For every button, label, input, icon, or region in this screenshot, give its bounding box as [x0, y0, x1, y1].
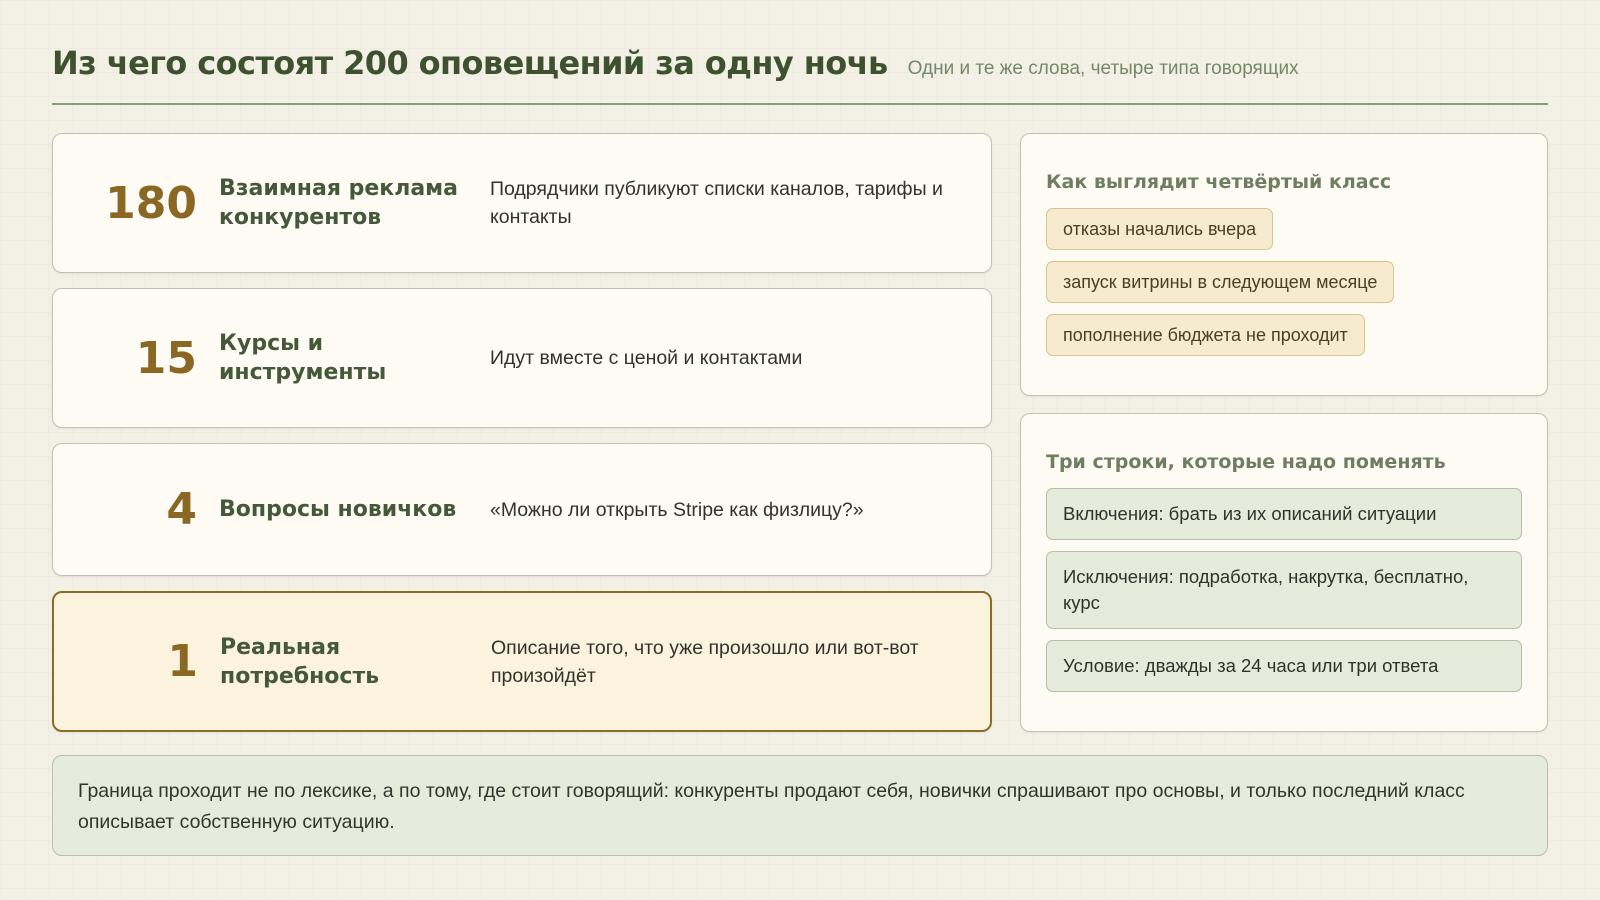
rule-item: Включения: брать из их описаний ситуации — [1046, 488, 1522, 540]
category-card-courses-tools — [52, 288, 992, 428]
category-description: Подрядчики публикуют списки каналов, тарифы и контакты — [490, 178, 943, 228]
example-chip: пополнение бюджета не проходит — [1046, 314, 1365, 356]
category-card-newbie-questions — [52, 443, 992, 576]
category-description: Описание того, что уже произошло или вот-вот произойдёт — [491, 636, 919, 687]
example-chip: запуск витрины в следующем месяце — [1046, 261, 1394, 303]
rule-item: Условие: дважды за 24 часа или три ответа — [1046, 640, 1522, 692]
category-name: Курсы и инструменты — [219, 331, 387, 385]
fourth-class-card — [1020, 133, 1548, 396]
category-count: 180 — [105, 177, 197, 229]
category-description: Идут вместе с ценой и контактами — [490, 347, 803, 369]
footer-note: Граница проходит не по лексике, а по тому, где стоит говорящий: конкуренты продают себя, новички спрашивают про основы, и только последний класс описывает собственную ситуацию. — [52, 755, 1548, 856]
rules-heading: Три строки, которые надо поменять — [1046, 451, 1446, 473]
page-title: Из чего состоят 200 оповещений за одну ночь — [52, 44, 888, 82]
header-divider — [52, 103, 1548, 105]
rule-list — [1046, 488, 1522, 703]
rule-item: Исключения: подработка, накрутка, бесплатно, курс — [1046, 551, 1522, 629]
example-chip-list — [1046, 208, 1394, 367]
category-name: Реальная потребность — [220, 634, 380, 689]
rules-card — [1020, 413, 1548, 732]
category-name: Взаимная реклама конкурентов — [219, 176, 459, 230]
header — [52, 44, 1548, 82]
category-card-real-need — [52, 591, 992, 732]
example-chip: отказы начались вчера — [1046, 208, 1273, 250]
fourth-class-heading: Как выглядит четвёртый класс — [1046, 171, 1392, 193]
category-description: «Можно ли открыть Stripe как физлицу?» — [490, 498, 864, 521]
category-card-competitor-ads — [52, 133, 992, 273]
category-count: 4 — [166, 484, 197, 535]
category-count: 1 — [167, 636, 198, 687]
category-count: 15 — [135, 332, 197, 384]
page-subtitle: Одни и те же слова, четыре типа говорящих — [907, 58, 1299, 79]
category-name: Вопросы новичков — [219, 497, 457, 522]
